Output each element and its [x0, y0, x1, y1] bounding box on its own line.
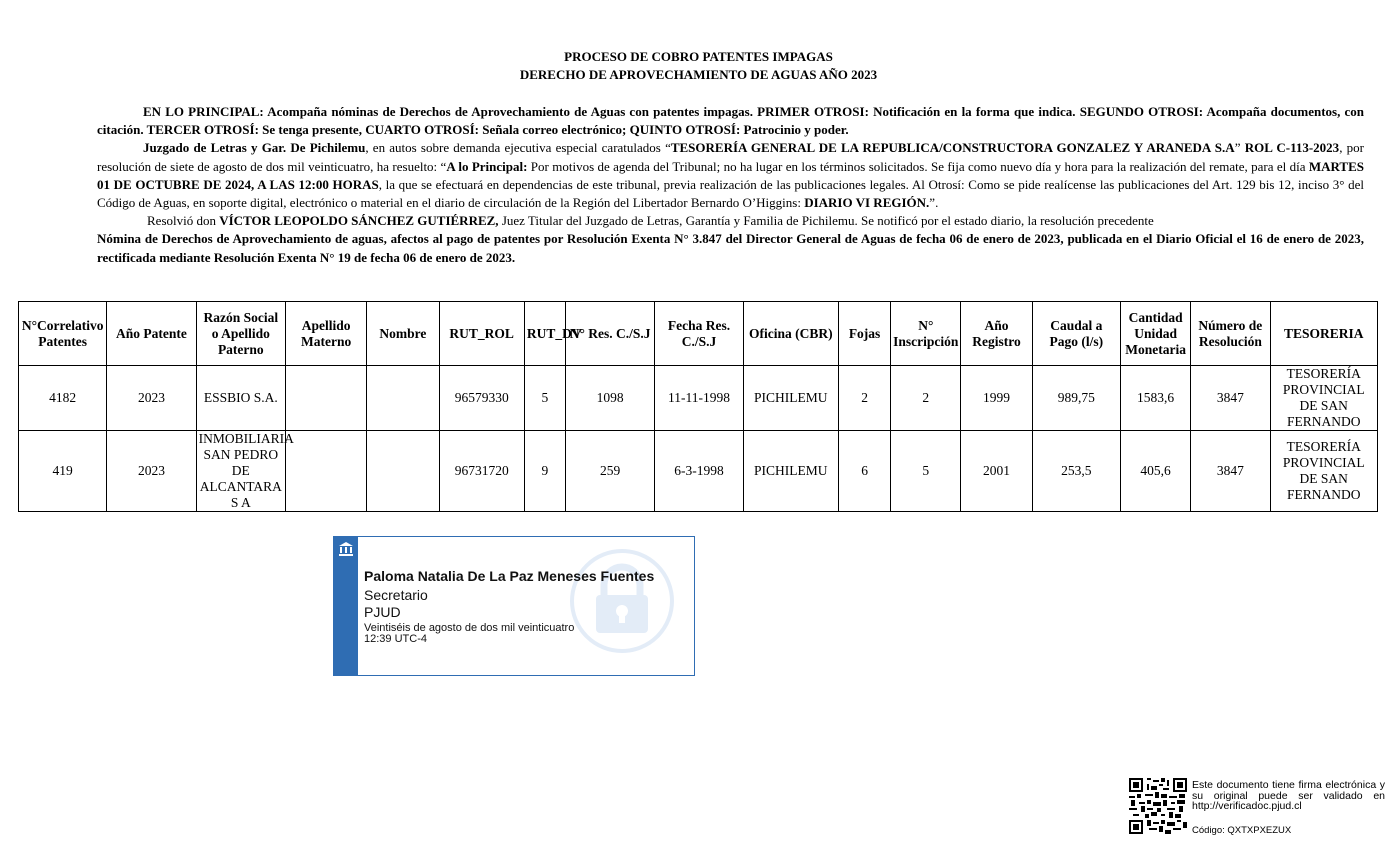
table-cell: 1098	[565, 366, 654, 431]
table-row	[19, 431, 1378, 512]
table-cell: 4182	[19, 366, 107, 431]
table-cell	[285, 431, 366, 512]
signer-name: Paloma Natalia De La Paz Meneses Fuentes	[364, 568, 655, 584]
table-cell: 6	[838, 431, 890, 512]
header-oficina: Oficina (CBR)	[743, 302, 838, 366]
table-cell: 5	[891, 431, 961, 512]
table-cell: 2	[838, 366, 890, 431]
table-header-row	[19, 302, 1378, 366]
court-text-5: , la que se efectuará en dependencias de este tribunal, previa realización de las publicaciones legales. Al Otrosí: Como se pide realícense las publicaciones del Art. 129 bis 12, inciso 3° del Código de Aguas, en soporte digital, electrónico o material en el diario de circulación de la Región del Libertador Bernardo O’Higgins:	[97, 176, 1364, 211]
header-ano-registro: Año Registro	[961, 302, 1032, 366]
header-n-res: N° Res. C./S.J	[565, 302, 654, 366]
signer-org: PJUD	[364, 604, 401, 620]
table-cell: 1999	[961, 366, 1032, 431]
patents-table	[18, 301, 1378, 512]
paragraph-nomina	[97, 230, 1364, 266]
table-cell: 1583,6	[1120, 366, 1190, 431]
table-cell: 3847	[1191, 366, 1270, 431]
lock-icon	[570, 549, 674, 653]
principal-label: A lo Principal:	[446, 158, 528, 174]
nomina-text: Nómina de Derechos de Aprovechamiento de aguas, afectos al pago de patentes por Resolución Exenta N° 3.847 del Director General de Aguas de fecha 06 de enero de 2023, publicada en el Diario Oficial el 16 de enero de 2023, rectificada mediante Resolución Exenta N° 19 de fecha 06 de enero de 2023.	[97, 231, 1364, 265]
table-row	[19, 366, 1378, 431]
table-cell: 2001	[961, 431, 1032, 512]
header-fojas: Fojas	[838, 302, 890, 366]
table-cell: 6-3-1998	[655, 431, 743, 512]
signature-accent-bar	[334, 537, 358, 675]
title-line-1: PROCESO DE COBRO PATENTES IMPAGAS	[564, 49, 833, 64]
header-rut-dv: RUT_DV	[524, 302, 565, 366]
signature-date-line-2: 12:39 UTC-4	[364, 633, 427, 645]
paragraph-court	[97, 139, 1364, 212]
table-cell: 2023	[107, 431, 196, 512]
table-cell: 405,6	[1120, 431, 1190, 512]
paragraph-judge	[97, 212, 1364, 230]
table-cell: 11-11-1998	[655, 366, 743, 431]
header-ano-patente: Año Patente	[107, 302, 196, 366]
court-text-4: Por motivos de agenda del Tribunal; no ha lugar en los términos solicitados. Se fija como nuevo día y hora para la realización del remate, para el día	[527, 158, 1309, 174]
table-cell: 419	[19, 431, 107, 512]
signature-date	[364, 623, 574, 645]
judge-name: VÍCTOR LEOPOLDO SÁNCHEZ GUTIÉRREZ,	[219, 213, 499, 229]
table-cell: 96579330	[439, 366, 524, 431]
table-cell	[367, 366, 439, 431]
header-caudal: Caudal a Pago (l/s)	[1032, 302, 1120, 366]
title-line-2: DERECHO DE APROVECHAMIENTO DE AGUAS AÑO 2023	[519, 67, 878, 82]
table-cell: 989,75	[1032, 366, 1120, 431]
court-text-2: ”	[1234, 140, 1245, 156]
header-tesoreria: TESORERIA	[1270, 302, 1378, 366]
table-cell: 5	[524, 366, 565, 431]
verification-notice: Este documento tiene firma electrónica y su original puede ser validado en http://verificadoc.pjud.cl	[1192, 779, 1385, 812]
table-cell	[285, 366, 366, 431]
header-rut-rol: RUT_ROL	[439, 302, 524, 366]
judge-text-1: Resolvió don	[147, 213, 220, 229]
table-cell: 2	[891, 366, 961, 431]
verification-code: Código: QXTXPXEZUX	[1192, 825, 1292, 836]
court-name: Juzgado de Letras y Gar. De Pichilemu	[143, 140, 366, 156]
table-cell: ESSBIO S.A.	[196, 366, 285, 431]
signature-date-line-1: Veintiséis de agosto de dos mil veinticuatro	[364, 622, 575, 634]
header-inscripcion: N° Inscripción	[891, 302, 961, 366]
auction-date: MARTES 01 DE OCTUBRE DE 2024, A LAS 12:00 HORAS	[97, 158, 1364, 192]
court-text-1: , en autos sobre demanda ejecutiva especial caratulados “	[365, 140, 671, 156]
newspaper-name: DIARIO VI REGIÓN.	[804, 195, 930, 211]
table-cell: 253,5	[1032, 431, 1120, 512]
bank-icon	[338, 541, 354, 557]
header-razon-social: Razón Social o Apellido Paterno	[196, 302, 285, 366]
qr-code-icon	[1129, 778, 1187, 834]
table-cell: PICHILEMU	[743, 366, 838, 431]
electronic-signature-box	[333, 536, 695, 676]
signer-role: Secretario	[364, 587, 428, 603]
table-cell: 3847	[1191, 431, 1270, 512]
header-correlativo: N°Correlativo Patentes	[19, 302, 107, 366]
table-cell: 2023	[107, 366, 196, 431]
paragraph-principal	[97, 103, 1364, 139]
table-cell: 9	[524, 431, 565, 512]
header-fecha-res: Fecha Res. C./S.J	[655, 302, 743, 366]
table-cell: 259	[565, 431, 654, 512]
table-cell: 96731720	[439, 431, 524, 512]
header-apellido-materno: Apellido Materno	[285, 302, 366, 366]
document-title	[0, 48, 1397, 84]
document-body	[97, 103, 1364, 267]
header-cantidad: Cantidad Unidad Monetaria	[1120, 302, 1190, 366]
principal-text: EN LO PRINCIPAL: Acompaña nóminas de Derechos de Aprovechamiento de Aguas con patentes impagas. PRIMER OTROSI: Notificación en la forma que indica. SEGUNDO OTROSI: Acompaña documentos, con citación. TERCER OTROSÍ: Se tenga presente, CUARTO OTROSÍ: Señala correo electrónico; QUINTO OTROSÍ: Patrocinio y poder.	[97, 104, 1364, 138]
table-cell	[367, 431, 439, 512]
table-cell: PICHILEMU	[743, 431, 838, 512]
court-text-6: ”.	[929, 195, 939, 211]
court-text-3: , por resolución de siete de agosto de dos mil veinticuatro, ha resuelto: “	[97, 140, 1364, 174]
judge-text-2: Juez Titular del Juzgado de Letras, Garantía y Familia de Pichilemu. Se notificó por el estado diario, la resolución precedente	[498, 213, 1154, 229]
table-cell: TESORERÍA PROVINCIAL DE SAN FERNANDO	[1270, 431, 1378, 512]
case-rol: ROL C-113-2023	[1244, 140, 1340, 156]
header-nombre: Nombre	[367, 302, 439, 366]
table-cell: INMOBILIARIA SAN PEDRO DE ALCANTARA S A	[196, 431, 285, 512]
table-cell: TESORERÍA PROVINCIAL DE SAN FERNANDO	[1270, 366, 1378, 431]
case-parties: TESORERÍA GENERAL DE LA REPUBLICA/CONSTRUCTORA GONZALEZ Y ARANEDA S.A	[670, 140, 1235, 156]
header-resolucion: Número de Resolución	[1191, 302, 1270, 366]
